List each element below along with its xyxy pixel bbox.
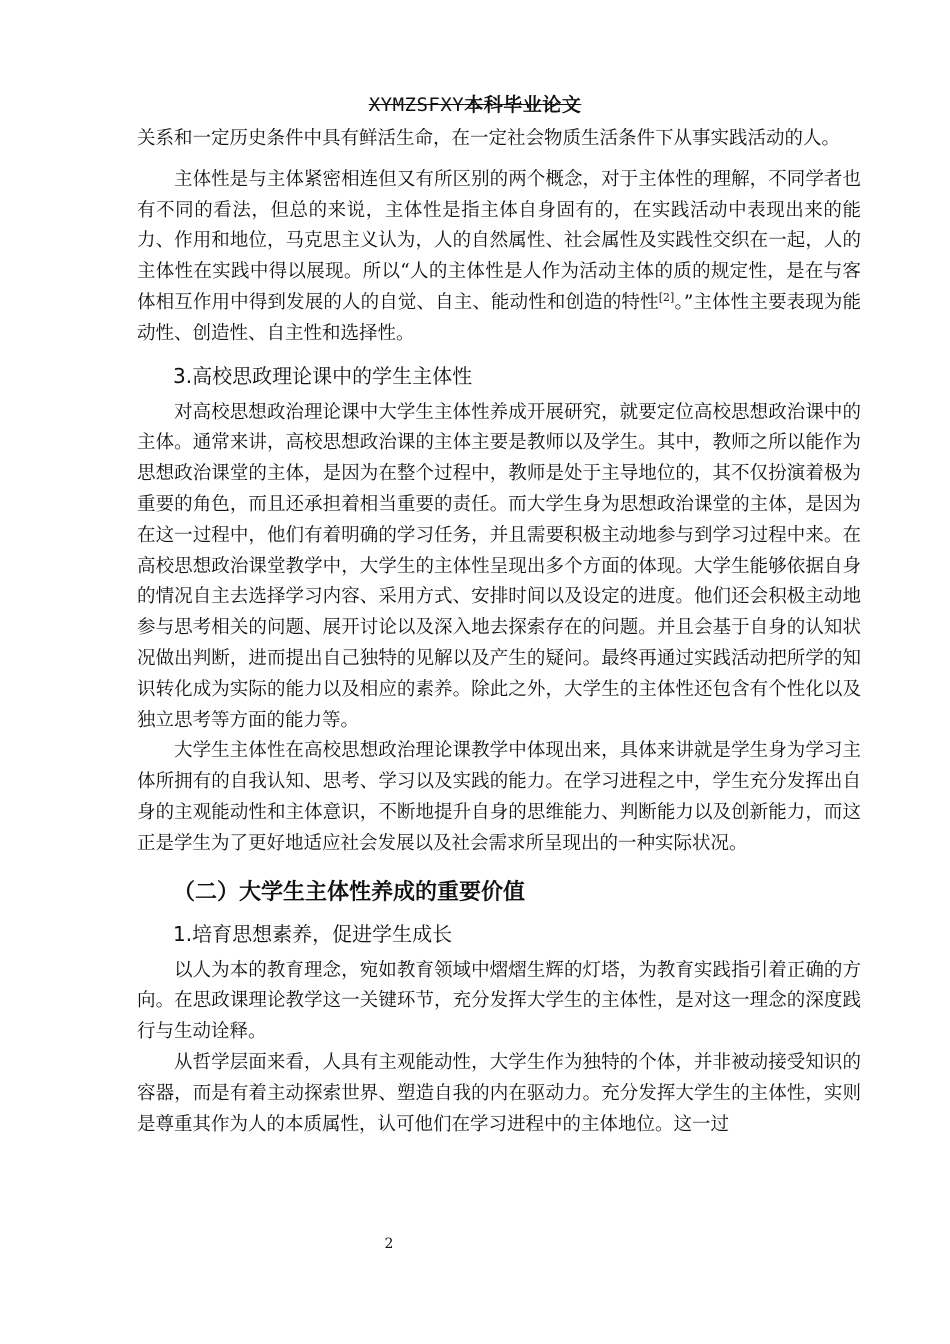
- paragraph-text-end: 。”主体性主要表现为能动性、创造性、自主性和选择性。: [137, 291, 861, 344]
- paragraph-subjectivity-manifestation: 大学生主体性在高校思想政治理论课教学中体现出来，具体来讲就是学生身为学习主体所拥有的自我认知、思考、学习以及实践的能力。在学习进程之中，学生充分发挥出自身的主观能动性和主体意识，不断地提升自身的思维能力、判断能力以及创新能力，而这正是学生为了更好地适应社会发展以及社会需求所呈现出的一种实际状况。: [137, 740, 861, 854]
- page-header: [0, 92, 950, 117]
- section-heading-3-sub: 1.培育思想素养，促进学生成长: [173, 921, 453, 946]
- paragraph-philosophy: 从哲学层面来看，人具有主观能动性，大学生作为独特的个体，并非被动接受知识的容器，而是有着主动探索世界、塑造自我的内在驱动力。充分发挥大学生的主体性，实则是尊重其作为人的本质属性，认可他们在学习进程中的主体地位。这一过: [137, 1051, 861, 1135]
- page-number: 2: [384, 1236, 394, 1252]
- citation-marker: [2]: [658, 290, 675, 304]
- document-body: [137, 124, 861, 1140]
- paragraph-subjectivity-definition: [137, 165, 861, 350]
- paragraph-education-concept: 以人为本的教育理念，宛如教育领域中熠熠生辉的灯塔，为教育实践指引着正确的方向。在思政课理论教学这一关键环节，充分发挥大学生的主体性，是对这一理念的深度践行与生动诠释。: [137, 959, 861, 1043]
- section-heading-2: （二）大学生主体性养成的重要价值: [173, 879, 526, 905]
- paragraph-text: 主体性是与主体紧密相连但又有所区别的两个概念，对于主体性的理解，不同学者也有不同的看法，但总的来说，主体性是指主体自身固有的，在实践活动中表现出来的能力、作用和地位，马克思主义认为，人的自然属性、社会属性及实践性交织在一起，人的主体性在实践中得以展现。所以“人的主体性是人作为活动主体的质的规定性，是在与客体相互作用中得到发展的人的自觉、自主、能动性和创造的特性: [137, 168, 861, 313]
- paragraph-continuation: 关系和一定历史条件中具有鲜活生命，在一定社会物质生活条件下从事实践活动的人。: [137, 128, 841, 149]
- header-code: XYMZSFXY: [368, 94, 465, 116]
- section-heading-3: 3.高校思政理论课中的学生主体性: [173, 363, 473, 388]
- paragraph-student-subjectivity: 对高校思想政治理论课中大学生主体性养成开展研究，就要定位高校思想政治课中的主体。通常来讲，高校思想政治课的主体主要是教师以及学生。其中，教师之所以能作为思想政治课堂的主体，是因为在整个过程中，教师是处于主导地位的，其不仅扮演着极为重要的角色，而且还承担着相当重要的责任。而大学生身为思想政治课堂的主体，是因为在这一过程中，他们有着明确的学习任务，并且需要积极主动地参与到学习过程中来。在高校思想政治课堂教学中，大学生的主体性呈现出多个方面的体现。大学生能够依据自身的情况自主去选择学习内容、采用方式、安排时间以及设定的进度。他们还会积极主动地参与思考相关的问题、展开讨论以及深入地去探索存在的问题。并且会基于自身的认知状况做出判断，进而提出自己独特的见解以及产生的疑问。最终再通过实践活动把所学的知识转化成为实际的能力以及相应的素养。除此之外，大学生的主体性还包含有个性化以及独立思考等方面的能力等。: [137, 401, 861, 731]
- header-title: 本科毕业论文: [464, 94, 582, 116]
